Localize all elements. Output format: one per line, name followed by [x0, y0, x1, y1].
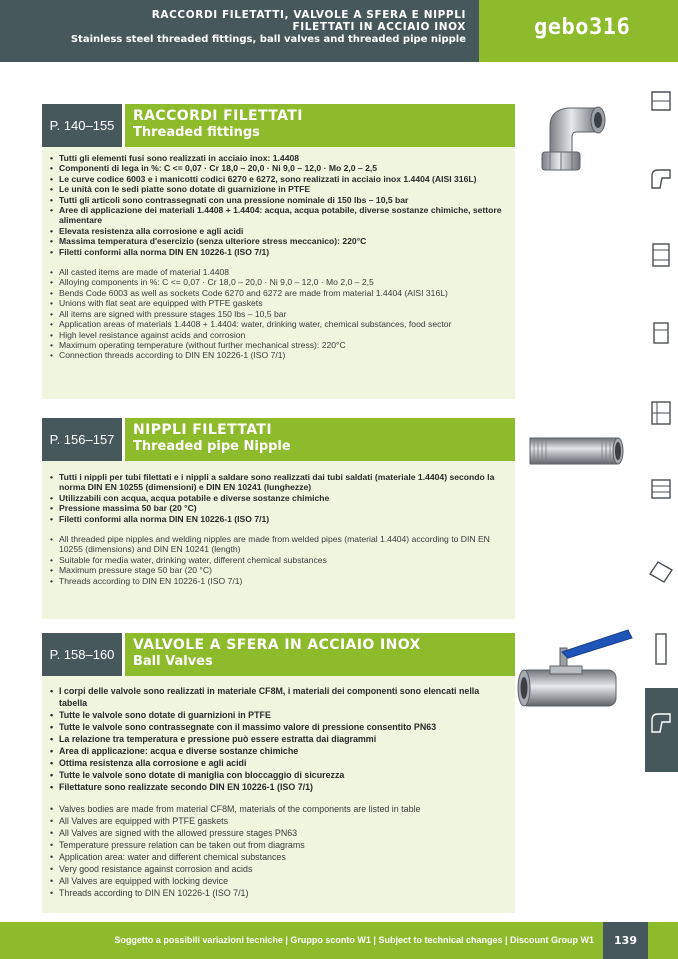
en-spec-list	[50, 534, 507, 586]
list-item: • Tutte le valvole sono dotate di maniglia con bloccaggio di sicurezza	[50, 769, 507, 781]
header-title-en: Stainless steel threaded fittings, ball valves and threaded pipe nipple	[70, 34, 466, 45]
list-item: • Pressione massima 50 bar (20 °C)	[50, 503, 507, 513]
header-titles	[71, 9, 466, 46]
list-item: • Connection threads according to DIN EN 10226-1 (ISO 7/1)	[50, 350, 507, 360]
header-title-it-line1: RACCORDI FILETATTI, VALVOLE A SFERA E NIPPLI	[151, 9, 466, 21]
page-footer	[0, 922, 678, 959]
pipe-nipple-icon[interactable]	[644, 632, 678, 666]
header-title-it-line2: FILETTATI IN ACCIAIO INOX	[292, 21, 466, 33]
it-spec-list	[50, 153, 507, 257]
list-item: • Application area: water and different chemical substances	[50, 851, 507, 863]
list-item: • La relazione tra temperatura e pressione può essere estratta dai diagrammi	[50, 733, 507, 745]
list-item: • Maximum operating temperature (without further mechanical stress): 220°C	[50, 340, 507, 350]
section-title	[125, 104, 515, 147]
list-item: • Valves bodies are made from material CF8M, materials of the components are listed in table	[50, 803, 507, 815]
elbow-fitting-icon[interactable]	[644, 162, 678, 196]
list-item: • Tutti gli elementi fusi sono realizzati in acciaio inox: 1.4408	[50, 153, 507, 163]
section-title-it: RACCORDI FILETTATI	[133, 108, 303, 124]
section-threaded-fittings	[42, 104, 515, 399]
list-item: • Filetti conformi alla norma DIN EN 10226-1 (ISO 7/1)	[50, 247, 507, 257]
list-item: • All Valves are equipped with locking device	[50, 875, 507, 887]
bend-fitting-icon[interactable]	[644, 554, 678, 588]
nipple-fitting-icon[interactable]	[644, 472, 678, 506]
list-item: • Unions with flat seat are equipped with PTFE gaskets	[50, 298, 507, 308]
list-item: • High level resistance against acids and corrosion	[50, 330, 507, 340]
section-title-en: Threaded fittings	[133, 125, 260, 140]
ball-valve-image	[516, 626, 638, 716]
list-item: • Threads according to DIN EN 10226-1 (ISO 7/1)	[50, 576, 507, 586]
union-fitting-icon[interactable]	[644, 396, 678, 430]
list-item: • Very good resistance against corrosion and acids	[50, 863, 507, 875]
list-item: • Elevata resistenza alla corrosione e agli acidi	[50, 226, 507, 236]
list-item: • Tutte le valvole sono contrassegnate con il massimo valore di pressione consentito PN63	[50, 721, 507, 733]
list-item: • Threads according to DIN EN 10226-1 (ISO 7/1)	[50, 887, 507, 899]
page-number: 139	[603, 922, 648, 959]
ball-valve-icon[interactable]	[644, 706, 678, 740]
list-item: • Utilizzabili con acqua, acqua potabile e diverse sostanze chimiche	[50, 493, 507, 503]
en-spec-list	[50, 803, 507, 899]
list-item: • All threaded pipe nipples and welding nipples are made from welded pipes (material 1.4404) according to DIN EN 10255 (dimensions) and DIN EN 10241 (length)	[50, 534, 507, 555]
reducer-fitting-icon[interactable]	[644, 238, 678, 272]
elbow-fitting-image	[528, 96, 610, 178]
pipe-nipple-image	[522, 426, 626, 478]
section-body	[42, 676, 515, 913]
list-item: • Filettature sono realizzate secondo DIN EN 10226-1 (ISO 7/1)	[50, 781, 507, 793]
list-item: • Aree di applicazione dei materiali 1.4408 + 1.4404: acqua, acqua potabile, diverse sostanze chimiche, settore alimentare	[50, 205, 507, 226]
section-title	[125, 633, 515, 676]
footer-text: Soggetto a possibili variazioni tecniche | Gruppo sconto W1 | Subject to technical changes | Discount Group W1	[114, 935, 594, 945]
section-title-it: VALVOLE A SFERA IN ACCIAIO INOX	[133, 637, 421, 653]
list-item: • All casted items are made of material 1.4408	[50, 267, 507, 277]
section-page-range[interactable]: P. 140–155	[42, 104, 122, 147]
list-item: • Tutti gli articoli sono contrassegnati con una pressione nominale di 150 lbs – 10,5 bar	[50, 195, 507, 205]
list-item: • Le curve codice 6003 e i manicotti codici 6270 e 6272, sono realizzati in acciaio inox 1.4404 (AISI 316L)	[50, 174, 507, 184]
list-item: • Ottima resistenza alla corrosione e agli acidi	[50, 757, 507, 769]
list-item: • Application areas of materials 1.4408 + 1.4404: water, drinking water, chemical substances, food sector	[50, 319, 507, 329]
en-spec-list	[50, 267, 507, 361]
list-item: • Temperature pressure relation can be taken out from diagrams	[50, 839, 507, 851]
it-spec-list	[50, 472, 507, 524]
section-threaded-pipe-nipple	[42, 418, 515, 619]
list-item: • Tutte le valvole sono dotate di guarnizioni in PTFE	[50, 709, 507, 721]
list-item: • Componenti di lega in %: C <= 0,07 · Cr 18,0 – 20,0 · Ni 9,0 – 12,0 · Mo 2,0 – 2,5	[50, 163, 507, 173]
list-item: • Alloying components in %: C <= 0,07 · Cr 18,0 – 20,0 · Ni 9,0 – 12,0 · Mo 2,0 – 2,5	[50, 277, 507, 287]
list-item: • Maximum pressure stage 50 bar (20 °C)	[50, 565, 507, 575]
list-item: • Filetti conformi alla norma DIN EN 10226-1 (ISO 7/1)	[50, 514, 507, 524]
brand-logo: gebo316	[534, 15, 631, 40]
section-body	[42, 147, 515, 399]
section-page-range[interactable]: P. 156–157	[42, 418, 122, 461]
section-title	[125, 418, 515, 461]
section-body	[42, 461, 515, 619]
section-page-range[interactable]: P. 158–160	[42, 633, 122, 676]
list-item: • All items are signed with pressure stages 150 lbs – 10,5 bar	[50, 309, 507, 319]
list-item: • Suitable for media water, drinking water, different chemical substances	[50, 555, 507, 565]
list-item: • Le unità con le sedi piatte sono dotate di guarnizione in PTFE	[50, 184, 507, 194]
section-title-en: Threaded pipe Nipple	[133, 439, 291, 454]
section-title-en: Ball Valves	[133, 654, 213, 669]
list-item: • Massima temperatura d'esercizio (senza ulteriore stress meccanico): 220°C	[50, 236, 507, 246]
list-item: • All Valves are equipped with PTFE gaskets	[50, 815, 507, 827]
list-item: • I corpi delle valvole sono realizzati in materiale CF8M, i materiali dei componenti sono elencati nella tabella	[50, 685, 507, 709]
list-item: • Area di applicazione: acqua e diverse sostanze chimiche	[50, 745, 507, 757]
it-spec-list	[50, 685, 507, 793]
section-ball-valves	[42, 633, 515, 913]
list-item: • Tutti i nippli per tubi filettati e i nippli a saldare sono realizzati dai tubi saldati (materiale 1.4404) secondo la norma DIN EN 10255 (dimensioni) e DIN EN 10241 (lunghezze)	[50, 472, 507, 493]
section-title-it: NIPPLI FILETTATI	[133, 422, 272, 438]
tee-fitting-icon[interactable]	[644, 84, 678, 118]
socket-fitting-icon[interactable]	[644, 316, 678, 350]
list-item: • Bends Code 6003 as well as sockets Code 6270 and 6272 are made from material 1.4404 (AISI 316L)	[50, 288, 507, 298]
list-item: • All Valves are signed with the allowed pressure stages PN63	[50, 827, 507, 839]
